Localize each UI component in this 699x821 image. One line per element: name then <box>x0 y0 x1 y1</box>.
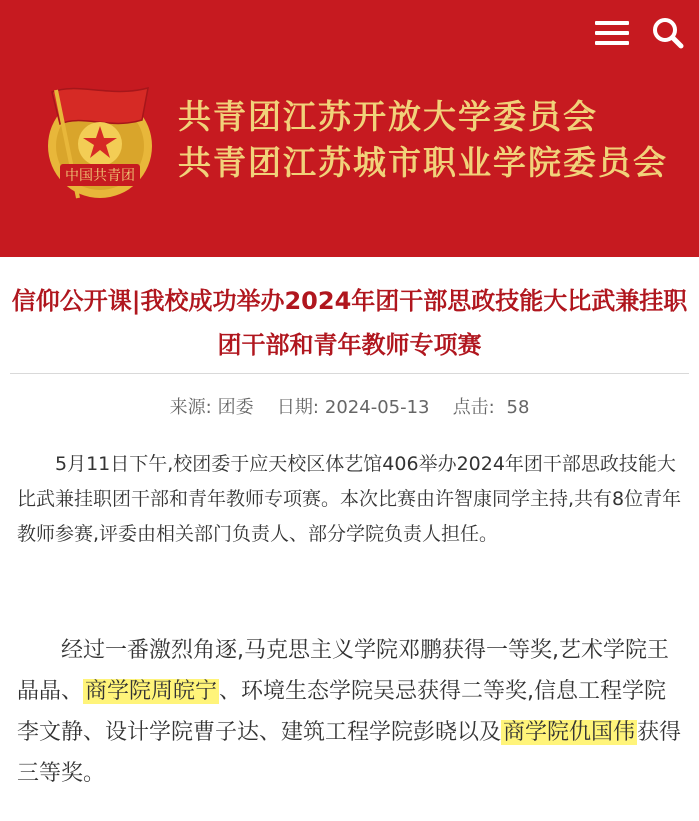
article-paragraph-1 <box>17 447 685 552</box>
search-icon <box>652 17 684 49</box>
clicks-label: 点击: <box>452 397 495 418</box>
org-name-line2: 共青团江苏城市职业学院委员会 <box>178 143 668 182</box>
paragraph-2-text-1: 经过一番激烈角逐,马克思主义学院邓鹏获得一等奖,艺术学院王晶晶、 <box>17 638 669 704</box>
cyl-emblem-logo <box>38 80 162 204</box>
clicks-value: 58 <box>506 397 530 418</box>
article-paragraph-2 <box>17 630 685 794</box>
paragraph-2-text-2: 、环境生态学院吴忌获得二等奖,信息工程学院李文静、设计学院曹子达、建筑工程学院彭晓以及 <box>17 679 667 745</box>
source-label: 来源: <box>169 397 212 418</box>
highlighted-name-2: 商学院仇国伟 <box>503 720 636 745</box>
org-name-line1: 共青团江苏开放大学委员会 <box>178 97 598 136</box>
date-label: 日期: <box>276 397 319 418</box>
article-meta <box>0 393 699 423</box>
header-banner <box>0 0 699 257</box>
paragraph-2-text-3: 获得三等奖。 <box>17 720 682 786</box>
logo-text: 中国共青团 <box>65 168 135 184</box>
menu-button[interactable] <box>593 14 631 52</box>
highlighted-name-1: 商学院周皖宁 <box>85 679 218 704</box>
search-button[interactable] <box>649 14 687 52</box>
title-divider <box>10 373 689 374</box>
date-value: 2024-05-13 <box>324 397 430 418</box>
article-title: 信仰公开课|我校成功举办2024年团干部思政技能大比武兼挂职团干部和青年教师专项赛 <box>11 287 688 359</box>
header-actions <box>593 14 687 52</box>
menu-icon <box>595 20 629 46</box>
paragraph-1-text: 5月11日下午,校团委于应天校区体艺馆406举办2024年团干部思政技能大比武兼挂职团干部和青年教师专项赛。本次比赛由许智康同学主持,共有8位青年教师参赛,评委由相关部门负责人、部分学院负责人担任。 <box>17 453 682 545</box>
source-value: 团委 <box>217 397 254 418</box>
organization-names <box>178 94 668 186</box>
